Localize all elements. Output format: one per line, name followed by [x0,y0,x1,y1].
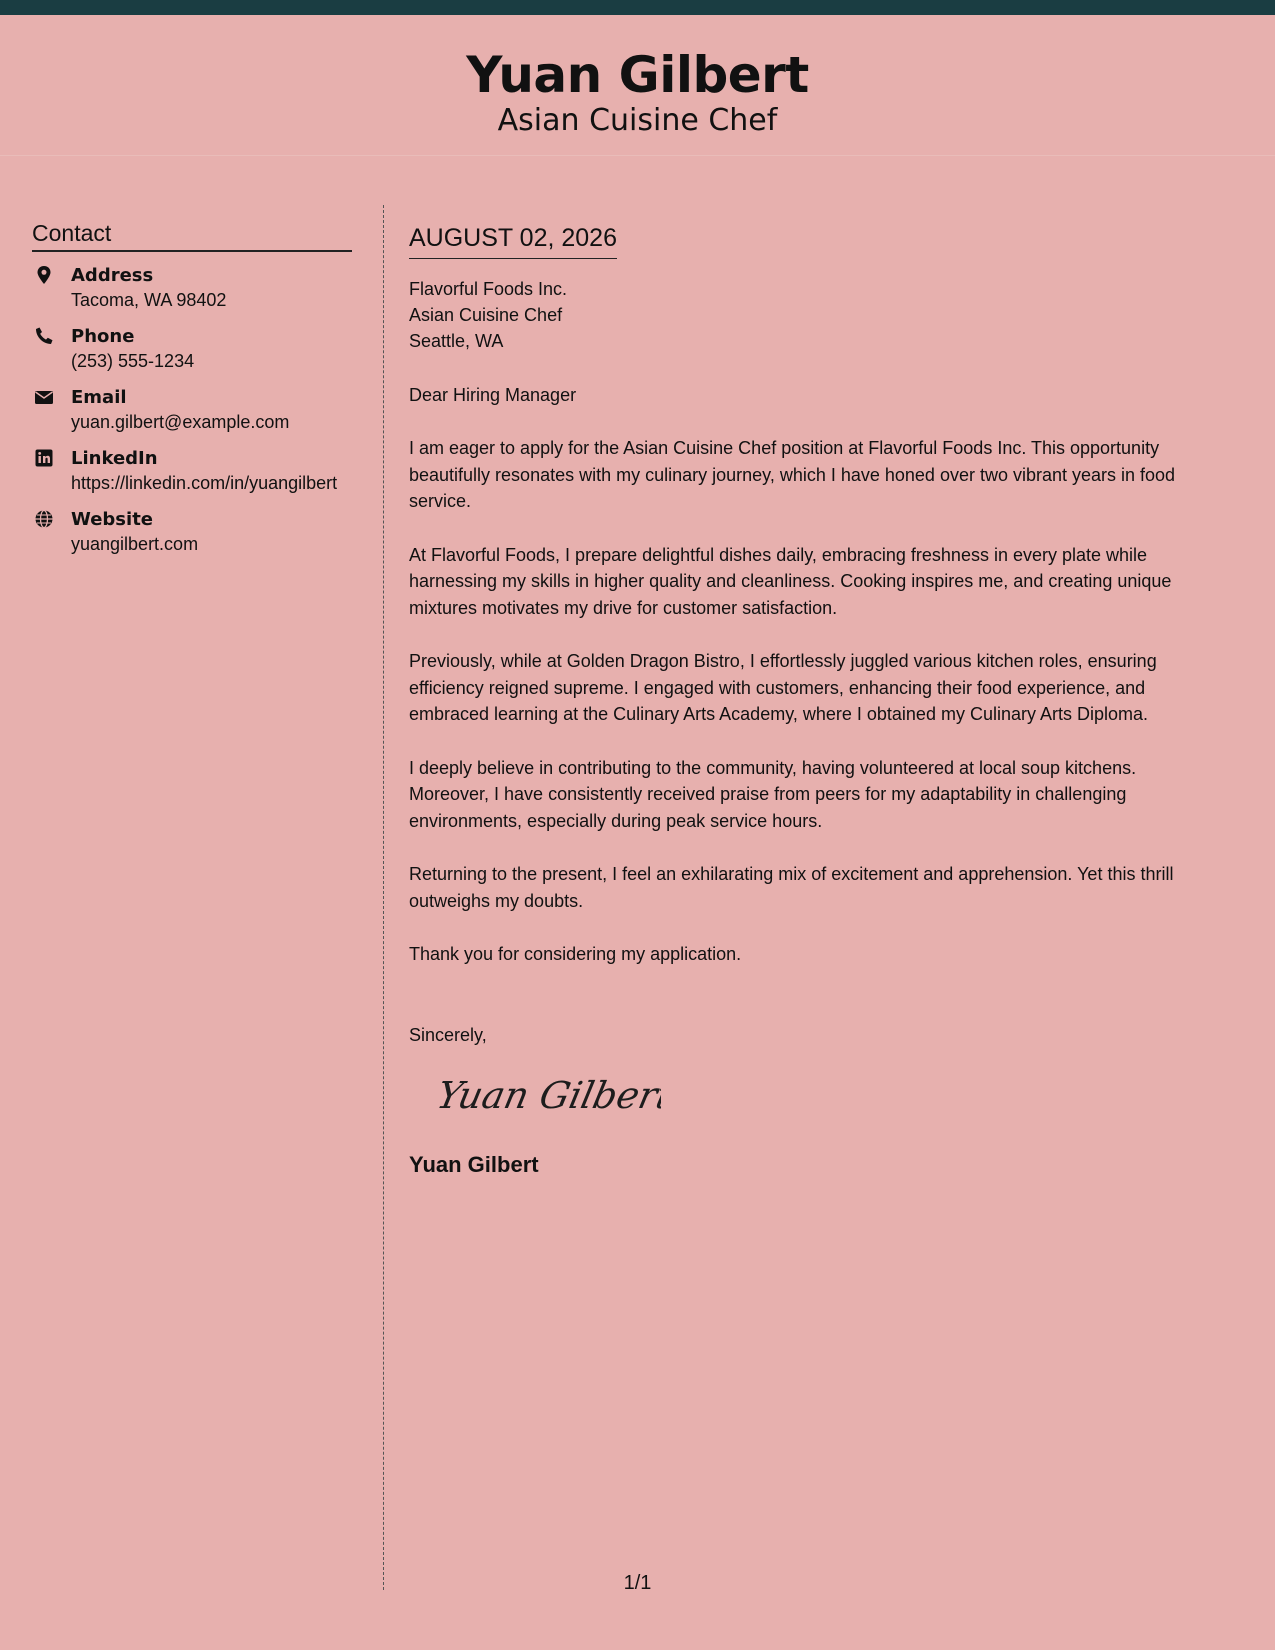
contact-value: yuangilbert.com [71,534,199,554]
contact-label: Phone [71,326,135,347]
contact-value: (253) 555-1234 [71,351,195,371]
map-pin-icon [34,265,54,285]
page-number: 1/1 [623,1572,652,1594]
contact-value: Tacoma, WA 98402 [71,290,227,310]
contact-label: LinkedIn [71,448,158,469]
contact-sidebar [32,218,352,569]
contact-item-phone [32,325,352,373]
letter-paragraph: I deeply believe in contributing to the community, having volunteered at local soup kitchens. Moreover, I have consistently received praise from peers for my adaptability in challenging environments, especially during peak service hours. [409,757,1137,831]
handwritten-signature [431,1070,661,1122]
globe-icon [34,509,54,529]
letter-paragraph: At Flavorful Foods, I prepare delightful dishes daily, embracing freshness in every plate while harnessing my skills in higher quality and cleanliness. Cooking inspires me, and creating unique mixtures motivates my drive for customer satisfaction. [409,544,1172,618]
recipient-position: Asian Cuisine Chef [409,305,563,325]
letter-date: AUGUST 02, 2026 [409,222,617,259]
letter-paragraph: I am eager to apply for the Asian Cuisine Chef position at Flavorful Foods Inc. This opportunity beautifully resonates with my culinary journey, which I have honed over two vibrant years in food service. [409,438,1176,511]
applicant-name: Yuan Gilbert [466,46,809,104]
page-header [0,15,1275,156]
column-divider [383,205,384,1590]
contact-item-linkedin [32,447,352,495]
contact-label: Website [71,509,154,530]
signed-name: Yuan Gilbert [409,1151,539,1177]
letter-closing: Sincerely, [409,1024,487,1045]
contact-item-address [32,264,352,312]
letter-paragraph: Returning to the present, I feel an exhilarating mix of excitement and apprehension. Yet this thrill outweighs my doubts. [409,864,1174,911]
letter-paragraph: Thank you for considering my application. [409,944,742,964]
recipient-company: Flavorful Foods Inc. [409,279,568,299]
letter-body [409,222,1215,1179]
envelope-icon [34,387,54,407]
contact-heading: Contact [32,218,352,252]
contact-item-email [32,386,352,434]
contact-value: https://linkedin.com/in/yuangilbert [71,473,338,493]
linkedin-icon [34,448,54,468]
contact-label: Address [71,265,154,286]
applicant-role: Asian Cuisine Chef [497,103,778,138]
contact-value: yuan.gilbert@example.com [71,412,290,432]
top-accent-bar [0,0,1275,15]
contact-label: Email [71,387,127,408]
recipient-location: Seattle, WA [409,331,504,351]
contact-item-website [32,508,352,556]
phone-icon [34,326,54,346]
signature-text: Yuan Gilbert [433,1072,661,1117]
salutation: Dear Hiring Manager [409,385,577,405]
recipient-block [409,276,1215,354]
letter-paragraph: Previously, while at Golden Dragon Bistro, I effortlessly juggled various kitchen roles, ensuring efficiency reigned supreme. I engaged with customers, enhancing their food experience, and embraced learning at the Culinary Arts Academy, where I obtained my Culinary Arts Diploma. [409,651,1157,724]
